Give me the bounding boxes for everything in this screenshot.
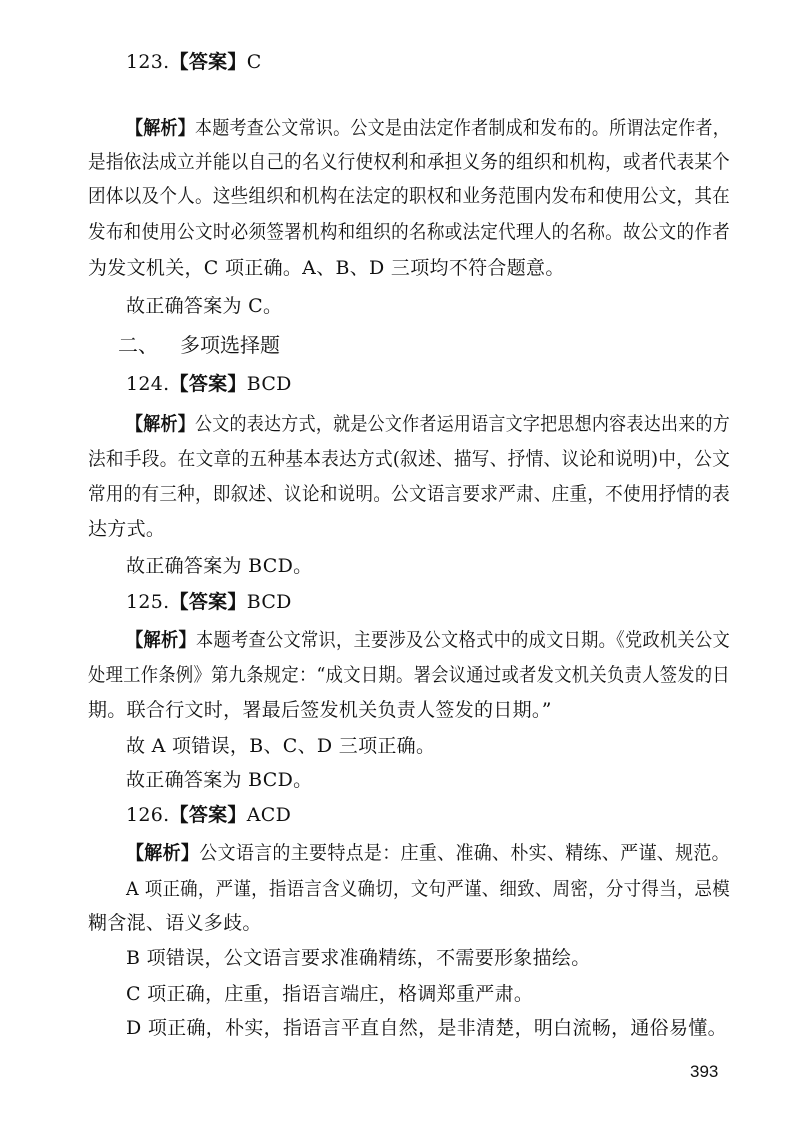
q126-option-a-line-2: 糊含混、语义多歧。 [88,912,262,934]
q126-analysis-text-1: 公文语言的主要特点是：庄重、准确、朴实、精练、严谨、规范。 [199,842,730,864]
q123-number: 123. [126,51,170,73]
q126-analysis-line-1 [126,841,730,865]
q125-analysis-text-1: 本题考查公文常识，主要涉及公文格式中的成文日期。《党政机关公文 [196,629,731,651]
q125-answer-line [126,590,292,614]
q124-analysis-line-3: 常用的有三种，即叙述、议论和说明。公文语言要求严肃、庄重，不使用抒情的表 [88,483,731,505]
q124-analysis-line-1 [126,412,730,436]
q126-number: 126. [126,804,170,826]
q126-option-c: C 项正确，庄重，指语言端庄，格调郑重严肃。 [126,983,534,1005]
q124-analysis-line-4: 达方式。 [88,518,166,540]
q125-conclusion: 故正确答案为 BCD。 [126,769,313,791]
q124-analysis-text-1: 公文的表达方式，就是公文作者运用语言文字把思想内容表达出来的方 [195,413,730,435]
q123-analysis-line-5: 为发文机关，C 项正确。A、B、D 三项均不符合题意。 [88,257,565,279]
q125-answer-tag: 【答案】 [169,591,247,613]
q124-answer: BCD [246,373,292,395]
q123-answer-line [126,50,262,74]
q125-option-note: 故 A 项错误，B、C、D 三项正确。 [126,735,436,757]
q126-answer: ACD [246,804,292,826]
q123-analysis-line-1 [126,116,730,140]
q123-answer-tag: 【答案】 [169,51,247,73]
q124-analysis-line-2: 法和手段。在文章的五种基本表达方式(叙述、描写、抒情、议论和说明)中，公文 [88,448,731,470]
q125-number: 125. [126,591,170,613]
q125-analysis-line-1 [126,628,730,652]
q123-answer: C [246,51,262,73]
q126-answer-line [126,803,291,827]
q123-analysis-line-2: 是指依法成立并能以自己的名义行使权利和承担义务的组织和机构，或者代表某个 [88,151,731,173]
q125-analysis-line-3: 期。联合行文时，署最后签发机关负责人签发的日期。” [88,699,552,721]
page-number: 393 [690,1062,719,1081]
q126-analysis-tag: 【解析】 [126,842,200,864]
q123-analysis-line-4: 发布和使用公文时必须签署机构和组织的名称或法定代理人的名称。故公文的作者 [88,221,731,243]
q124-answer-tag: 【答案】 [169,373,247,395]
q124-analysis-tag: 【解析】 [126,413,196,435]
q123-analysis-tag: 【解析】 [126,117,196,139]
section-number: 二、 [118,333,158,357]
q126-option-b: B 项错误，公文语言要求准确精练，不需要形象描绘。 [126,947,591,969]
q123-analysis-text-1: 本题考查公文常识。公文是由法定作者制成和发布的。所谓法定作者， [195,117,730,139]
q125-answer: BCD [246,591,292,613]
q126-option-a-line-1: A 项正确，严谨，指语言含义确切，文句严谨、细致、周密，分寸得当，忌模 [126,878,731,900]
q124-answer-line [126,372,292,396]
q125-analysis-line-2: 处理工作条例》第九条规定：“成文日期。署会议通过或者发文机关负责人签发的日 [88,664,731,686]
q124-number: 124. [126,373,170,395]
q126-answer-tag: 【答案】 [169,804,247,826]
q126-option-d: D 项正确，朴实，指语言平直自然，是非清楚，明白流畅，通俗易懂。 [126,1017,727,1039]
section-heading [118,333,280,357]
q125-analysis-tag: 【解析】 [126,629,197,651]
q123-conclusion: 故正确答案为 C。 [126,295,283,317]
q124-conclusion: 故正确答案为 BCD。 [126,555,313,577]
section-title: 多项选择题 [180,333,280,357]
q123-analysis-line-3: 团体以及个人。这些组织和机构在法定的职权和业务范围内发布和使用公文，其在 [88,185,731,207]
